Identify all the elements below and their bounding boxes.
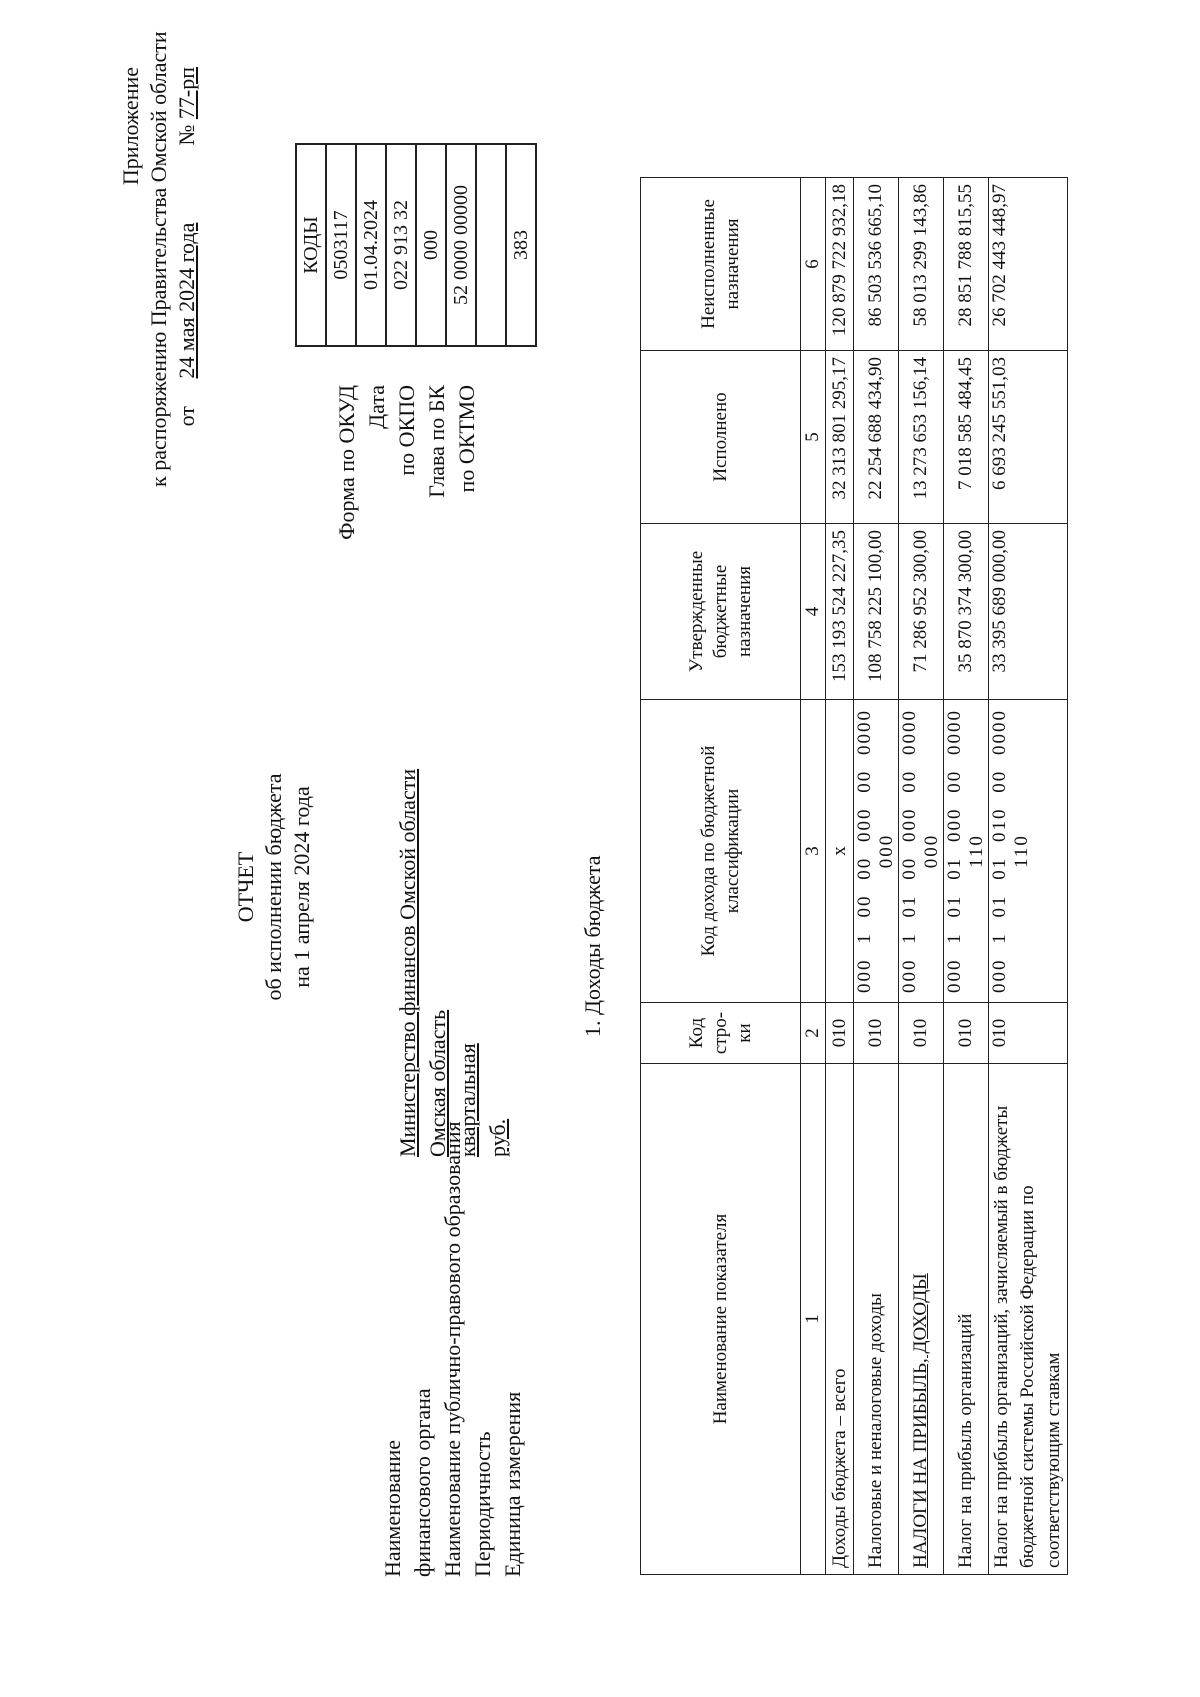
code-label-oktmo: по ОКТМО (454, 385, 479, 493)
row-unexecuted: 86 503 536 665,10 (854, 178, 899, 351)
label-periodicity: Периодичность (470, 1431, 495, 1577)
col-header-name: Наименование показателя (641, 1064, 801, 1575)
col-number-5: 5 (801, 351, 826, 524)
code-okpo: 022 913 32 (386, 144, 416, 346)
col-header-executed: Исполнено (641, 351, 801, 524)
label-name: Наименование (380, 1439, 405, 1577)
row-approved: 153 193 524 227,35 (826, 524, 854, 700)
col-header-line: Код стро-ки (641, 1003, 801, 1064)
appendix-number: 77-рп (174, 67, 199, 120)
value-ppo: Омская область (425, 1009, 450, 1157)
row-name: Доходы бюджета – всего (826, 1064, 854, 1575)
table-row (826, 178, 854, 1575)
header-labels (378, 1121, 528, 1577)
col-header-approved: Утвержденные бюджетные назначения (641, 524, 801, 700)
label-ppo: Наименование публично-правового образования (440, 1121, 465, 1577)
value-unit: руб. (485, 1118, 510, 1157)
col-number-6: 6 (801, 178, 826, 351)
income-table (640, 177, 1068, 1575)
row-approved: 33 395 689 000,00 (989, 524, 1068, 700)
code-unit: 383 (506, 144, 536, 346)
code-label-okpo: по ОКПО (394, 385, 419, 476)
row-line: 010 (899, 1003, 944, 1064)
col-number-3: 3 (801, 700, 826, 1003)
code-label-okud: Форма по ОКУД (334, 385, 359, 540)
code-date: 01.04.2024 (356, 144, 386, 346)
code-oktmo: 52 0000 00000 (446, 144, 476, 346)
row-unexecuted: 26 702 443 448,97 (989, 178, 1068, 351)
row-approved: 71 286 952 300,00 (899, 524, 944, 700)
col-number-1: 1 (801, 1064, 826, 1575)
code-bk: 000 (416, 144, 446, 346)
row-name: НАЛОГИ НА ПРИБЫЛЬ, ДОХОДЫ (899, 1064, 944, 1575)
code-label-bk: Глава по БК (424, 385, 449, 498)
row-executed: 7 018 585 484,45 (944, 351, 989, 524)
col-header-code: Код дохода по бюджетной классификации (641, 700, 801, 1003)
report-title (232, 637, 316, 1137)
table-row (944, 178, 989, 1575)
label-unit: Единица измерения (500, 1391, 525, 1577)
table-row (899, 178, 944, 1575)
col-header-unexecuted: Неисполненные назначения (641, 178, 801, 351)
row-code: x (826, 700, 854, 1003)
title-line1: ОТЧЕТ (233, 851, 258, 923)
value-fin-organ: Министерство финансов Омской области (395, 768, 420, 1157)
row-line: 010 (989, 1003, 1068, 1064)
section-title: 1. Доходы бюджета (580, 855, 605, 1037)
row-line: 010 (854, 1003, 899, 1064)
appendix-header (117, 31, 201, 487)
row-unexecuted: 28 851 788 815,55 (944, 178, 989, 351)
row-code: 000 1 01 01 000 00 0000 110 (944, 700, 989, 1003)
row-executed: 22 254 688 434,90 (854, 351, 899, 524)
row-unexecuted: 58 013 299 143,86 (899, 178, 944, 351)
row-name: Налог на прибыль организаций, зачисляемый в бюджеты бюджетной системы Российской Федерации по соответствующим ставкам (989, 1064, 1068, 1575)
appendix-line1: Приложение (118, 67, 143, 186)
row-code: 000 1 01 00 000 00 0000 000 (899, 700, 944, 1003)
row-approved: 108 758 225 100,00 (854, 524, 899, 700)
col-number-2: 2 (801, 1003, 826, 1064)
row-line: 010 (826, 1003, 854, 1064)
row-code: 000 1 01 01 010 00 0000 110 (989, 700, 1068, 1003)
appendix-no-label: № (174, 124, 199, 146)
codes-header: КОДЫ (296, 144, 326, 346)
title-line2: об исполнении бюджета (261, 773, 286, 1001)
col-number-4: 4 (801, 524, 826, 700)
title-line3: на 1 апреля 2024 года (289, 786, 314, 988)
label-fin-organ: финансового органа (410, 1388, 435, 1577)
row-unexecuted: 120 879 722 932,18 (826, 178, 854, 351)
row-name: Налоговые и неналоговые доходы (854, 1064, 899, 1575)
appendix-date: 24 мая 2024 года (174, 222, 199, 379)
appendix-from-label: от (174, 406, 199, 427)
row-line: 010 (944, 1003, 989, 1064)
appendix-line2: к распоряжению Правительства Омской области (146, 31, 171, 487)
code-label-date: Дата (364, 385, 389, 429)
codes-table (295, 143, 537, 347)
row-code: 000 1 00 00 000 00 0000 000 (854, 700, 899, 1003)
row-executed: 6 693 245 551,03 (989, 351, 1068, 524)
row-name: Налог на прибыль организаций (944, 1064, 989, 1575)
table-row (854, 178, 899, 1575)
appendix-date-line (173, 67, 201, 487)
header-values (393, 769, 513, 1157)
code-okud: 0503117 (326, 144, 356, 346)
table-row (989, 178, 1068, 1575)
row-approved: 35 870 374 300,00 (944, 524, 989, 700)
value-periodicity: квартальная (455, 1043, 480, 1157)
row-executed: 13 273 653 156,14 (899, 351, 944, 524)
code-empty (476, 144, 506, 346)
codes-labels (332, 385, 482, 625)
row-executed: 32 313 801 295,17 (826, 351, 854, 524)
